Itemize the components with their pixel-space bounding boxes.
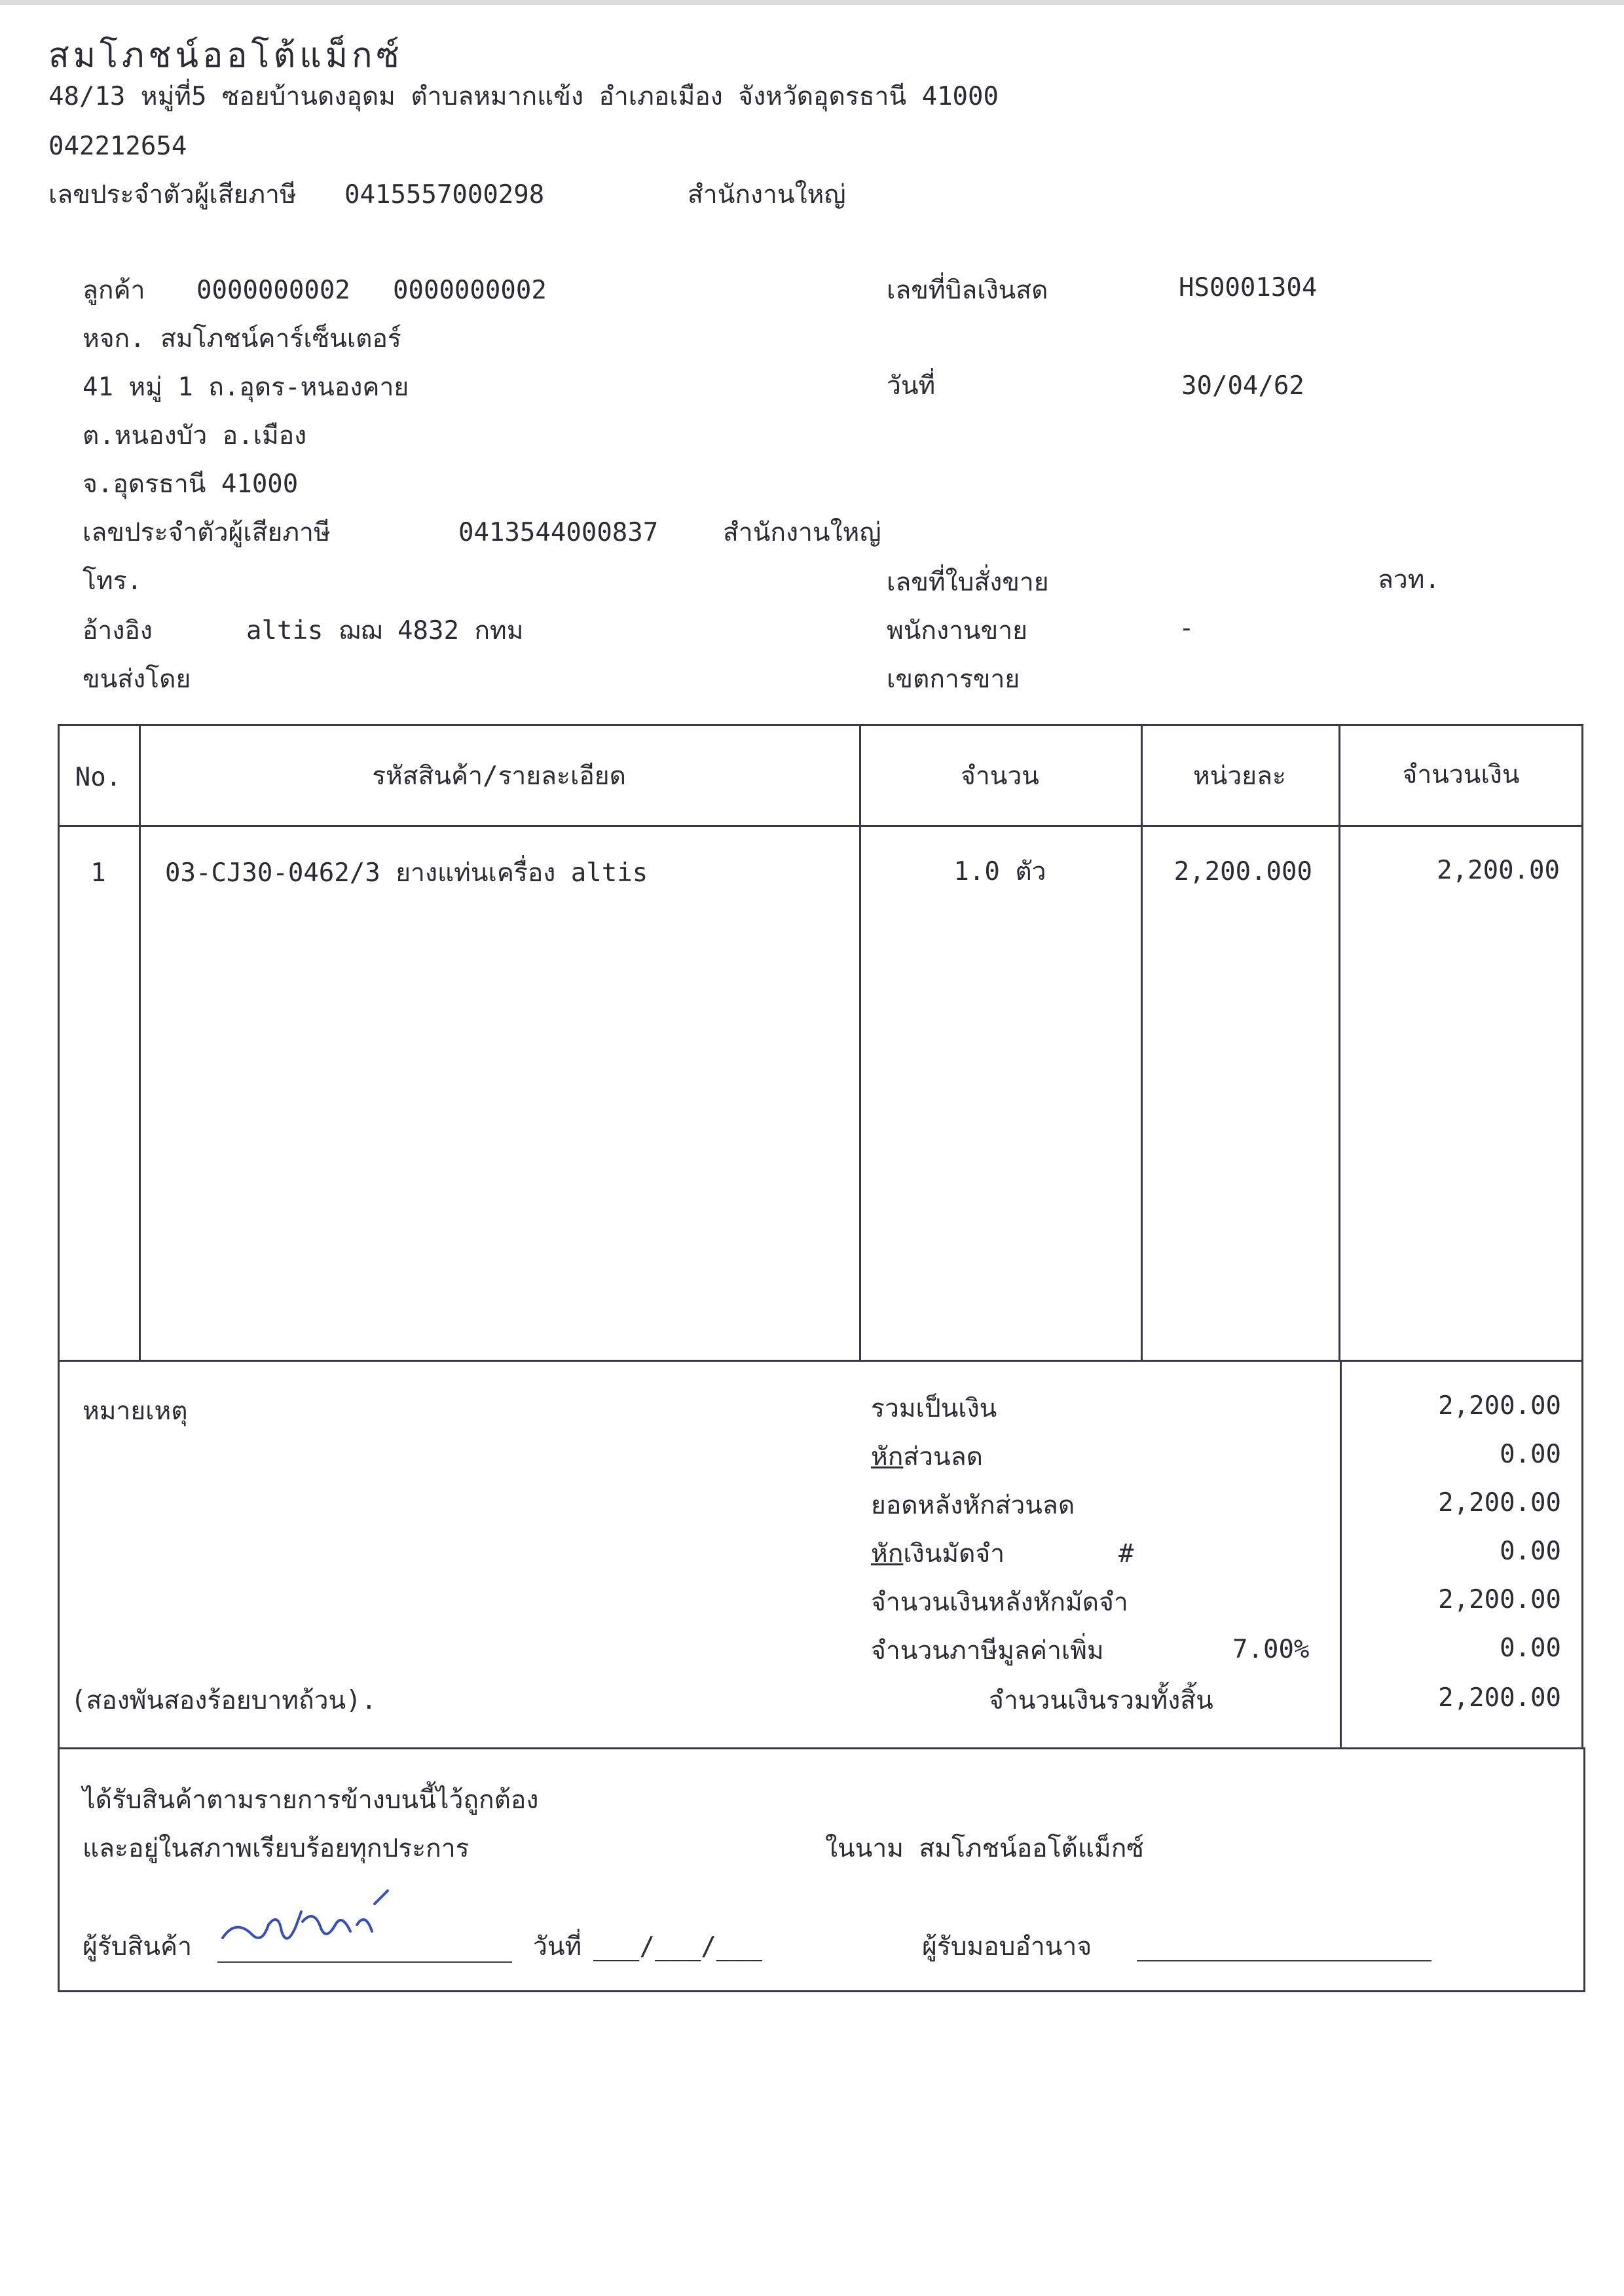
authorized-signature-line xyxy=(1137,1960,1431,1961)
customer-code2: 0000000002 xyxy=(393,276,547,305)
row-quantity: 1.0 ตัว xyxy=(953,857,1046,886)
received-statement-1: ได้รับสินค้าตามรายการข้างบนนี้ไว้ถูกต้อง xyxy=(83,1785,539,1815)
customer-branch: สำนักงานใหญ่ xyxy=(723,518,881,547)
company-branch: สำนักงานใหญ่ xyxy=(688,180,846,210)
salesperson-label: พนักงานขาย xyxy=(887,616,1027,646)
summary-value-after-discount: 2,200.00 xyxy=(1438,1488,1561,1518)
company-address: 48/13 หมู่ที่5 ซอยบ้านดงอุดม ตำบลหมากแข้ง อำเภอเมือง จังหวัดอุดรธานี 41000 xyxy=(48,82,999,111)
customer-label: ลูกค้า xyxy=(83,276,145,305)
bill-number-label: เลขที่บิลเงินสด xyxy=(887,276,1048,305)
customer-tax-id: 0413544000837 xyxy=(458,518,659,547)
summary-value-after-deposit: 2,200.00 xyxy=(1438,1585,1561,1614)
vat-rate: 7.00% xyxy=(1232,1635,1310,1664)
deduct-word: หัก xyxy=(871,1442,904,1472)
column-divider-3 xyxy=(1141,724,1143,1362)
summary-value-vat: 0.00 xyxy=(1500,1633,1561,1663)
bill-date-label: วันที่ xyxy=(887,371,936,401)
salesperson-value: - xyxy=(1179,613,1194,643)
summary-label-after-discount: ยอดหลังหักส่วนลด xyxy=(871,1491,1075,1520)
authorized-label: ผู้รับมอบอำนาจ xyxy=(922,1932,1092,1961)
summary-label-total: รวมเป็นเงิน xyxy=(871,1394,997,1423)
row-no: 1 xyxy=(90,858,106,888)
bill-date: 30/04/62 xyxy=(1181,371,1304,401)
reference-label: อ้างอิง xyxy=(83,616,153,646)
customer-name: หจก. สมโภชน์คาร์เซ็นเตอร์ xyxy=(83,324,401,354)
customer-address-3: จ.อุดรธานี 41000 xyxy=(83,469,299,499)
company-tax-id: 0415557000298 xyxy=(344,180,545,210)
received-statement-2: และอยู่ในสภาพเรียบร้อยทุกประการ xyxy=(83,1834,470,1863)
deduct-word: หัก xyxy=(871,1539,904,1569)
amount-in-words: (สองพันสองร้อยบาทถ้วน). xyxy=(71,1686,377,1715)
deposit-ref-mark: # xyxy=(1118,1539,1134,1569)
receive-date-label: วันที่ xyxy=(533,1932,582,1961)
sales-order-suffix: ลวท. xyxy=(1378,565,1440,594)
customer-phone-label: โทร. xyxy=(83,566,143,596)
summary-label-discount xyxy=(871,1442,983,1473)
header-description: รหัสสินค้า/รายละเอียด xyxy=(372,761,626,791)
summary-label-grand-total: จำนวนเงินรวมทั้งสิ้น xyxy=(989,1686,1213,1715)
header-unit-price: หน่วยละ xyxy=(1193,761,1286,791)
column-divider-1 xyxy=(139,724,141,1362)
sales-area-label: เขตการขาย xyxy=(887,665,1020,694)
company-phone: 042212654 xyxy=(48,132,187,161)
bill-number: HS0001304 xyxy=(1179,273,1318,302)
table-header-divider xyxy=(58,825,1583,827)
summary-value-grand-total: 2,200.00 xyxy=(1438,1683,1561,1713)
customer-tax-label: เลขประจำตัวผู้เสียภาษี xyxy=(83,518,331,547)
summary-value-total: 2,200.00 xyxy=(1438,1391,1561,1421)
company-name: สมโภชน์ออโต้แม็กซ์ xyxy=(48,36,403,75)
items-table xyxy=(58,724,1583,1362)
customer-address-1: 41 หมู่ 1 ถ.อุดร-หนองคาย xyxy=(83,373,409,402)
receiver-label: ผู้รับสินค้า xyxy=(83,1932,193,1961)
header-quantity: จำนวน xyxy=(961,761,1039,791)
row-unit-price: 2,200.000 xyxy=(1173,857,1312,886)
row-description: 03-CJ30-0462/3 ยางแท่นเครื่อง altis xyxy=(165,858,648,888)
header-amount: จำนวนเงิน xyxy=(1402,760,1520,790)
header-no: No. xyxy=(75,763,122,792)
summary-label-after-deposit: จำนวนเงินหลังหักมัดจำ xyxy=(871,1588,1128,1617)
receiver-signature xyxy=(216,1886,413,1964)
summary-value-deposit: 0.00 xyxy=(1500,1537,1561,1566)
customer-address-2: ต.หนองบัว อ.เมือง xyxy=(83,421,307,450)
remark-label: หมายเหตุ xyxy=(83,1396,188,1426)
column-divider-4 xyxy=(1338,724,1340,1362)
receive-date-blank: ___/___/___ xyxy=(593,1932,763,1961)
sales-order-label: เลขที่ใบสั่งขาย xyxy=(887,568,1049,597)
summary-label-vat: จำนวนภาษีมูลค่าเพิ่ม xyxy=(871,1636,1104,1666)
on-behalf-of: ในนาม สมโภชน์ออโต้แม็กซ์ xyxy=(825,1834,1144,1863)
summary-value-discount: 0.00 xyxy=(1500,1440,1561,1469)
column-divider-2 xyxy=(859,724,861,1362)
deposit-word: เงินมัดจำ xyxy=(903,1539,1005,1569)
customer-code1: 0000000002 xyxy=(196,276,350,305)
shipping-label: ขนส่งโดย xyxy=(83,665,191,694)
company-tax-label: เลขประจำตัวผู้เสียภาษี xyxy=(48,180,297,210)
row-amount: 2,200.00 xyxy=(1437,856,1560,885)
summary-label-deposit xyxy=(871,1539,1005,1570)
discount-word: ส่วนลด xyxy=(903,1442,983,1472)
reference-value: altis ฌฌ 4832 กทม xyxy=(246,616,524,646)
scan-top-edge xyxy=(0,0,1624,5)
